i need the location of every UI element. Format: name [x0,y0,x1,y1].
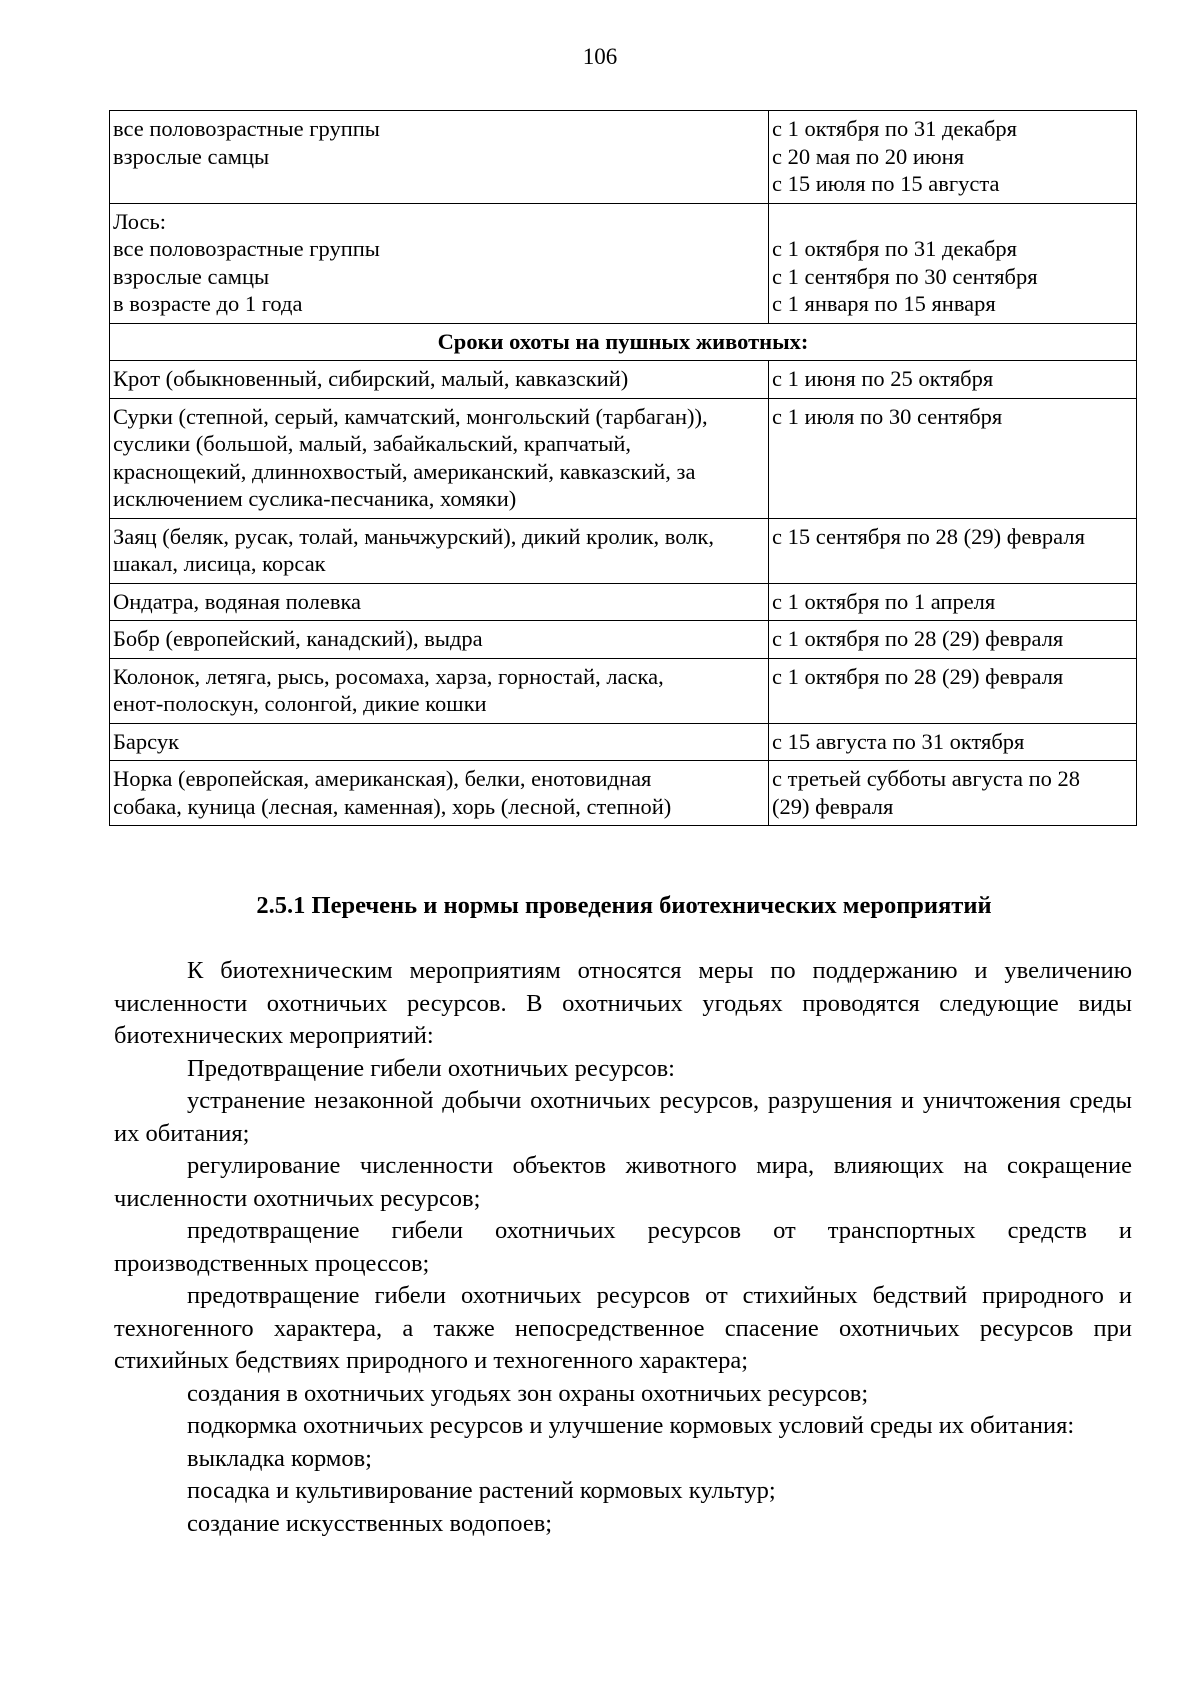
table-section-title: Сроки охоты на пушных животных: [110,323,1137,361]
body-paragraph: предотвращение гибели охотничьих ресурсов от стихийных бедствий природного и техногенного характера, а также непосредственное спасение охотничьих ресурсов при стихийных бедствиях природного и техногенного характера; [114,1282,1132,1374]
species-cell [110,723,769,761]
body-paragraph: создание искусственных водопоев; [187,1509,553,1537]
species-cell [110,111,769,204]
table-row [110,583,1137,621]
species-cell [110,361,769,399]
season-dates-cell [769,111,1137,204]
table-row [110,111,1137,204]
body-paragraph: К биотехническим мероприятиям относятся меры по поддержанию и увеличению численности охотничьих ресурсов. В охотничьих угодьях проводятся следующие виды биотехнических мероприятий: [114,957,1132,1049]
body-text [114,955,1132,1540]
species-line: шакал, лисица, корсак [113,551,326,576]
body-paragraph: подкормка охотничьих ресурсов и улучшение кормовых условий среды их обитания: [187,1412,1075,1439]
season-dates-line: с 1 сентября по 30 сентября [772,263,1038,289]
species-line: в возрасте до 1 года [113,291,303,316]
species-line: Ондатра, водяная полевка [113,588,362,614]
season-dates-line: с 1 января по 15 января [772,291,996,316]
season-dates-line [772,208,1133,236]
season-dates-line: с 20 мая по 20 июня [772,143,965,169]
season-dates-line: с 1 октября по 31 декабря [772,236,1018,261]
season-dates-cell [769,761,1137,826]
season-dates-cell [769,583,1137,621]
species-line: краснощекий, длиннохвостый, американский, кавказский, за [113,458,696,484]
body-paragraph: создания в охотничьих угодьях зон охраны охотничьих ресурсов; [187,1379,869,1407]
season-dates-line: с 15 августа по 31 октября [772,728,1025,754]
season-dates-cell [769,658,1137,723]
season-dates-cell [769,398,1137,518]
species-cell [110,658,769,723]
species-line: собака, куница (лесная, каменная), хорь (лесной, степной) [113,793,672,819]
table-row [110,518,1137,583]
season-dates-cell [769,203,1137,323]
body-paragraph: регулирование численности объектов животного мира, влияющих на сокращение численности охотничьих ресурсов; [114,1152,1132,1212]
table-row [110,361,1137,399]
species-cell [110,518,769,583]
season-dates-line: с третьей субботы августа по 28 [772,766,1080,791]
body-paragraph: выкладка кормов; [187,1444,372,1472]
body-paragraph: Предотвращение гибели охотничьих ресурсов: [187,1054,675,1082]
table-body [110,111,1137,826]
season-dates-line: (29) февраля [772,793,894,819]
season-dates-line: с 1 июля по 30 сентября [772,403,1003,429]
species-cell [110,761,769,826]
season-dates-cell [769,361,1137,399]
species-line: Лось: [113,208,167,234]
table-row [110,398,1137,518]
body-paragraph: устранение незаконной добычи охотничьих ресурсов, разрушения и уничтожения среды их обитания; [114,1087,1132,1147]
species-line: исключением суслика-песчаника, хомяки) [113,486,517,511]
body-paragraph: предотвращение гибели охотничьих ресурсов от транспортных средств и производственных процессов; [114,1217,1132,1277]
species-line: Норка (европейская, американская), белки, енотовидная [113,766,652,791]
species-cell [110,398,769,518]
species-line: взрослые самцы [113,263,270,289]
species-cell [110,621,769,659]
species-line: Сурки (степной, серый, камчатский, монгольский (тарбаган)), [113,403,708,429]
season-dates-line: с 15 сентября по 28 (29) февраля [772,523,1085,549]
species-cell [110,203,769,323]
species-line: суслики (большой, малый, забайкальский, крапчатый, [113,431,632,456]
species-line: Колонок, летяга, рысь, росомаха, харза, горностай, ласка, [113,663,664,689]
table-row [110,761,1137,826]
body-paragraph: посадка и культивирование растений кормовых культур; [187,1477,776,1504]
species-line: енот-полоскун, солонгой, дикие кошки [113,691,487,716]
page-number: 106 [582,44,618,69]
species-line: все половозрастные группы [113,236,380,261]
species-cell [110,583,769,621]
species-line: все половозрастные группы [113,116,380,141]
season-dates-line: с 1 октября по 1 апреля [772,588,996,614]
species-line: Заяц (беляк, русак, толай, маньчжурский), дикий кролик, волк, [113,523,714,549]
season-dates-line: с 1 октября по 28 (29) февраля [772,663,1064,689]
season-dates-line: с 1 октября по 28 (29) февраля [772,626,1064,651]
table-row [110,658,1137,723]
species-line: Бобр (европейский, канадский), выдра [113,626,483,651]
species-line: взрослые самцы [113,143,270,169]
season-dates-line: с 1 октября по 31 декабря [772,116,1018,141]
table-row [110,621,1137,659]
species-line: Барсук [113,728,180,754]
season-dates-cell [769,518,1137,583]
hunting-seasons-table [109,110,1137,826]
season-dates-line: с 15 июля по 15 августа [772,171,1000,196]
season-dates-line: с 1 июня по 25 октября [772,366,994,391]
section-heading: 2.5.1 Перечень и нормы проведения биотехнических мероприятий [256,892,992,919]
species-line: Крот (обыкновенный, сибирский, малый, кавказский) [113,366,629,391]
table-row [110,723,1137,761]
season-dates-cell [769,621,1137,659]
table-row [110,323,1137,361]
table-row [110,203,1137,323]
season-dates-cell [769,723,1137,761]
